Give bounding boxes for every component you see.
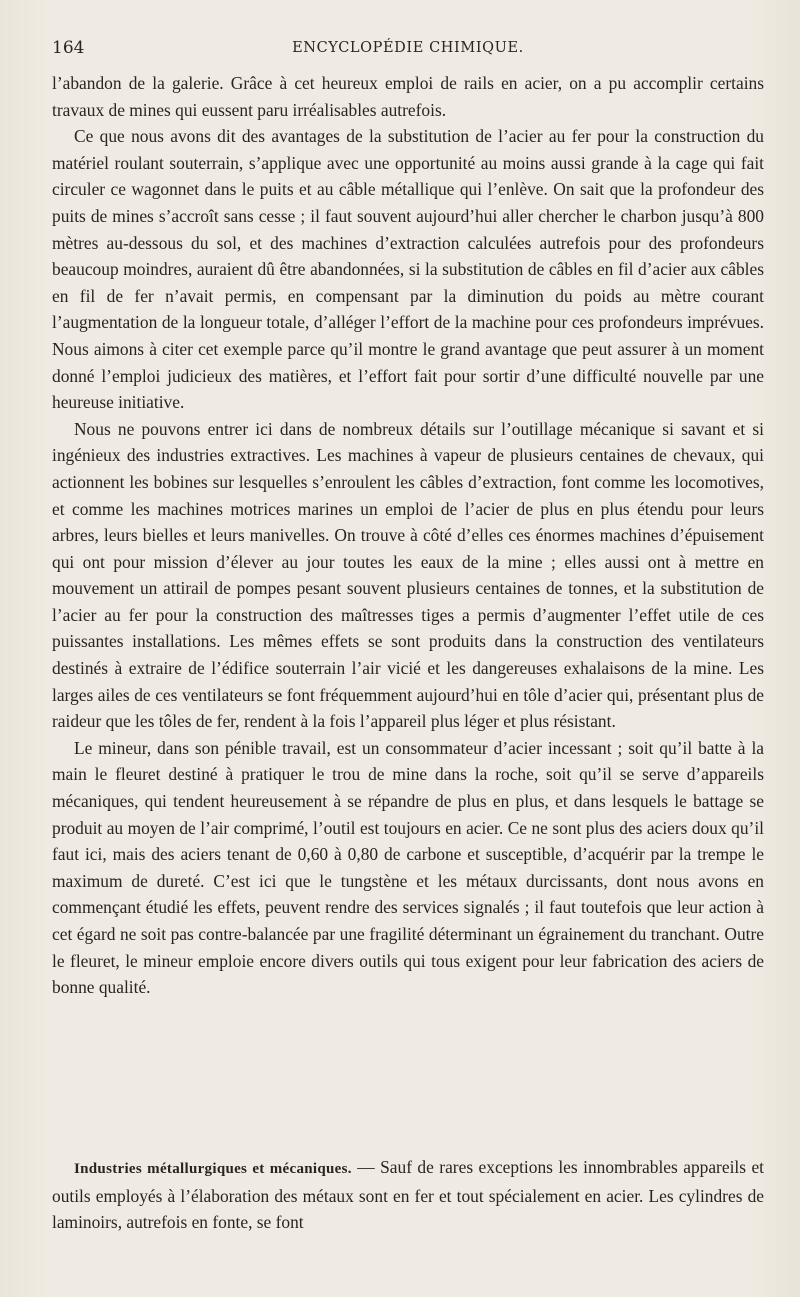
section-industries	[52, 1154, 764, 1236]
running-title: ENCYCLOPÉDIE CHIMIQUE.	[292, 40, 524, 56]
paragraph-machines: Nous ne pouvons entrer ici dans de nombreux détails sur l’outillage mécanique si savant et si ingénieux des industries extractives. Les machines à vapeur de plusieurs centaines de chevaux, qui actionnent les bobines sur lesquelles s’enroulent les câbles d’extraction, font comme les locomotives, et comme les machines motrices marines un emploi de l’acier de plus en plus étendu pour leurs arbres, leurs bielles et leurs manivelles. On trouve à côté d’elles ces énormes machines d’épuisement qui ont pour mission d’élever au jour toutes les eaux de la mine ; elles aussi ont à mettre en mouvement un attirail de pompes pesant souvent plusieurs centaines de tonnes, et la substitution de l’acier au fer pour la construction des maîtresses tiges a permis d’augmenter l’effet utile de ces puissantes installations. Les mêmes effets se sont produits dans la construction des ventilateurs destinés à extraire de l’édifice souterrain l’air vicié et les dangereuses exhalaisons de la mine. Les larges ailes de ces ventilateurs se font fréquemment aujourd’hui en tôle d’acier qui, présentant plus de raideur que les tôles de fer, rendent à la fois l’appareil plus léger et plus résistant.	[52, 418, 764, 732]
section-paragraph	[52, 1154, 764, 1236]
paragraph-continuation: l’abandon de la galerie. Grâce à cet heureux emploi de rails en acier, on a pu accomplir certains travaux de mines qui eussent paru irréalisables autrefois.	[52, 73, 764, 120]
paragraph-mineur: Le mineur, dans son pénible travail, est un consommateur d’acier incessant ; soit qu’il batte à la main le fleuret destiné à pratiquer le trou de mine dans la roche, soit qu’il se serve d’appareils mécaniques, qui tendent heureusement à se répandre de plus en plus, et dans lesquels le battage se produit au moyen de l’air comprimé, l’outil est toujours en acier. Ce ne sont plus des aciers doux qu’il faut ici, mais des aciers tenant de 0,60 à 0,80 de carbone et susceptible, d’acquérir par la trempe le maximum de dureté. C’est ici que le tungstène et les métaux durcissants, dont nous avons en commençant étudié les effets, peuvent rendre des services signalés ; il faut toutefois que leur action à cet égard ne soit pas contre-balancée par une fragilité déterminant un égrainement du tranchant. Outre le fleuret, le mineur emploie encore divers outils qui tous exigent pour leur fabrication des aciers de bonne qualité.	[52, 737, 764, 998]
page-header	[52, 38, 764, 66]
main-text	[52, 70, 764, 1001]
section-dash: —	[351, 1157, 381, 1177]
section-heading: Industries métallurgiques et mécaniques.	[74, 1161, 352, 1177]
section-text: Sauf de rares exceptions les innombrables appareils et outils employés à l’élaboration des métaux sont en fer et tout spécialement en acier. Les cylindres de laminoirs, autrefois en fonte, se font	[52, 1157, 765, 1233]
page-number: 164	[52, 38, 85, 58]
paragraph-cables: Ce que nous avons dit des avantages de la substitution de l’acier au fer pour la construction du matériel roulant souterrain, s’applique avec une opportunité au moins aussi grande à la cage qui fait circuler ce wagonnet dans le puits et au câble métallique qui l’enlève. On sait que la profondeur des puits de mines s’accroît sans cesse ; il faut souvent aujourd’hui aller chercher le charbon jusqu’à 800 mètres au-dessous du sol, et des machines d’extraction calculées autrefois pour des profondeurs beaucoup moindres, auraient dû être abandonnées, si la substitution de câbles en fil d’acier aux câbles en fil de fer n’avait permis, en compensant par la diminution du poids au mètre courant l’augmentation de la longueur totale, d’alléger l’effort de la machine pour ces profondeurs imprévues. Nous aimons à citer cet exemple parce qu’il montre le grand avantage que peut assurer à un moment donné l’emploi judicieux des matières, et l’effort fait pour sortir d’une difficulté nouvelle par une heureuse initiative.	[52, 126, 764, 413]
